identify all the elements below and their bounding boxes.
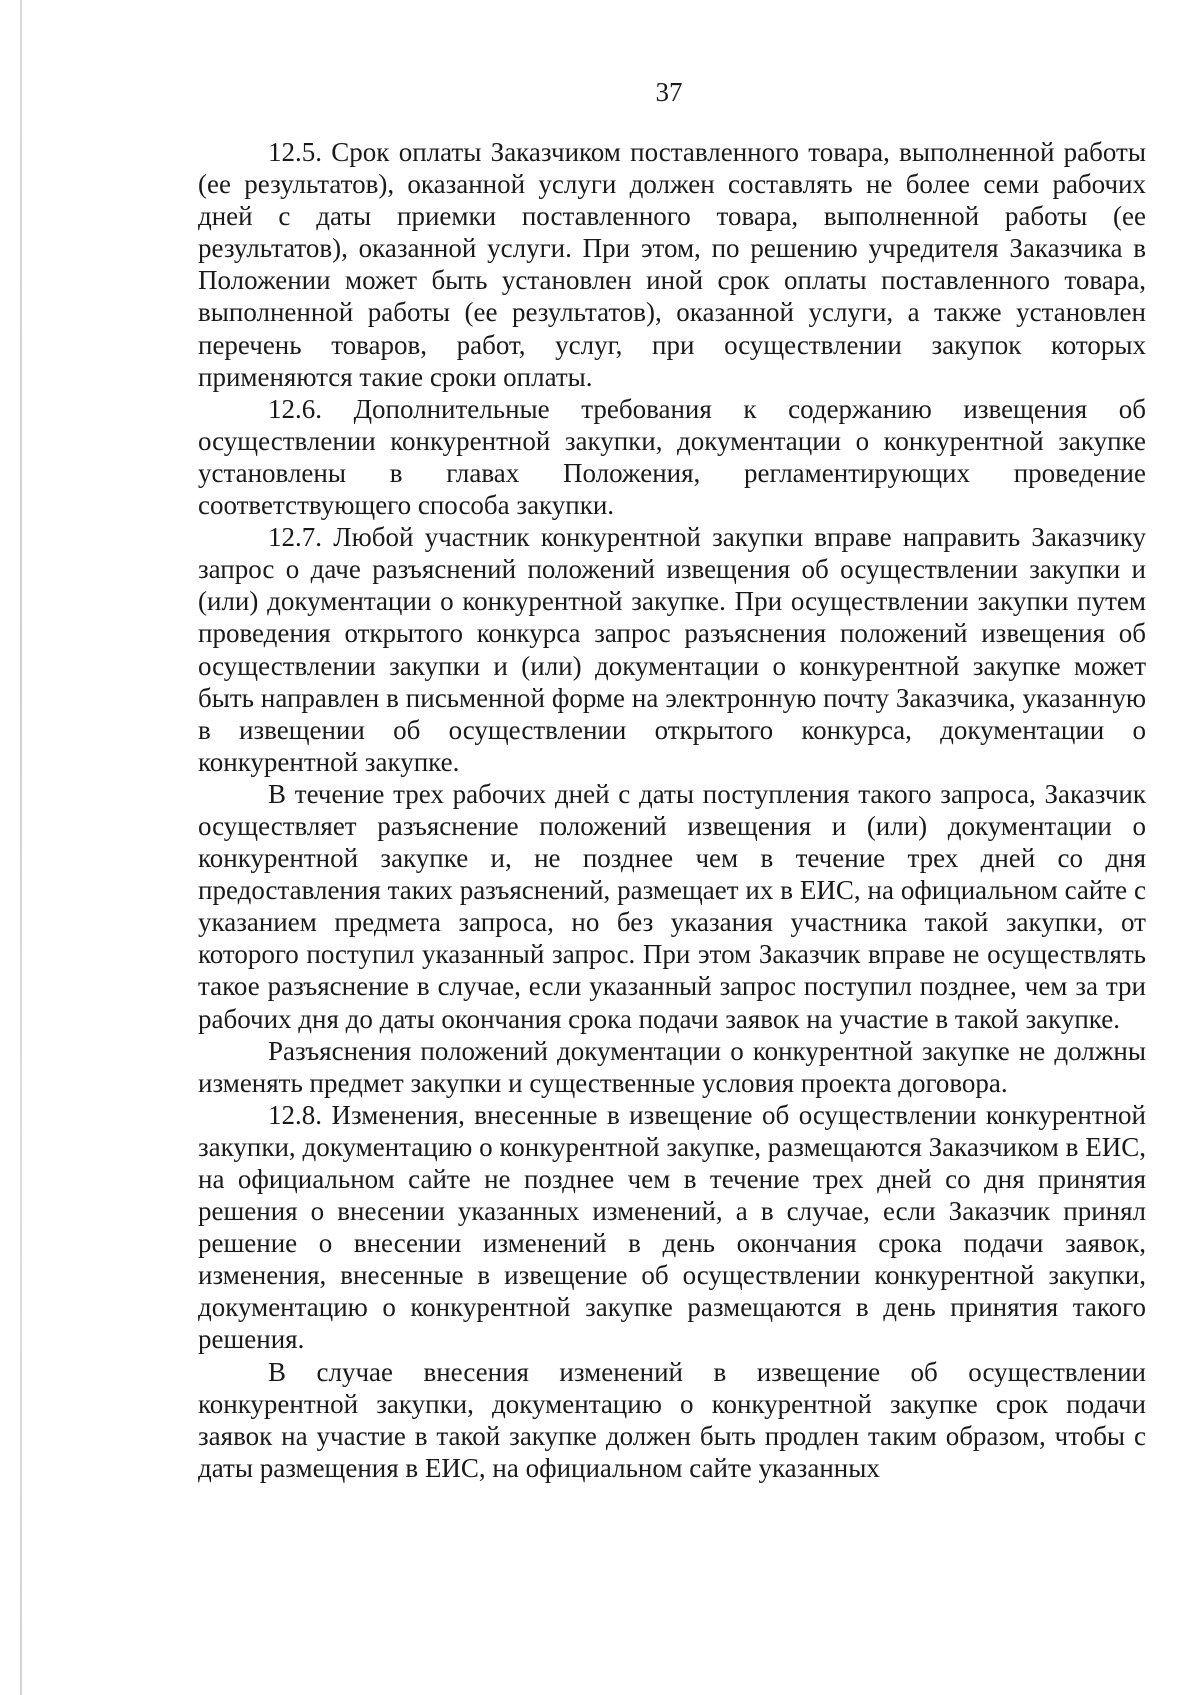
scan-edge-line bbox=[20, 0, 22, 1695]
paragraph-12-7: 12.7. Любой участник конкурентной закупки вправе направить Заказчику запрос о даче разъяснений положений извещения об осуществлении закупки и (или) документации о конкурентной закупке. При осуществлении закупки путем проведения открытого конкурса запрос разъяснения положений извещения об осуществлении закупки и (или) документации о конкурентной закупке может быть направлен в письменной форме на электронную почту Заказчика, указанную в извещении об осуществлении открытого конкурса, документации о конкурентной закупке. bbox=[198, 522, 1146, 777]
document-body bbox=[198, 136, 1146, 1484]
paragraph-12-5: 12.5. Срок оплаты Заказчиком поставленного товара, выполненной работы (ее результатов), оказанной услуги должен составлять не более семи рабочих дней с даты приемки поставленного товара, выполненной работы (ее результатов), оказанной услуги. При этом, по решению учредителя Заказчика в Положении может быть установлен иной срок оплаты поставленного товара, выполненной работы (ее результатов), оказанной услуги, а также установлен перечень товаров, работ, услуг, при осуществлении закупок которых применяются такие сроки оплаты. bbox=[198, 137, 1146, 392]
paragraph-12-7-clarification-limits: Разъяснения положений документации о конкурентной закупке не должны изменять предмет закупки и существенные условия проекта договора. bbox=[198, 1035, 1146, 1098]
page-number: 37 bbox=[655, 77, 683, 107]
paragraph-12-6: 12.6. Дополнительные требования к содержанию извещения об осуществлении конкурентной закупки, документации о конкурентной закупке установлены в главах Положения, регламентирующих проведение соответствующего способа закупки. bbox=[198, 393, 1146, 521]
paragraph-12-7-clarification-term: В течение трех рабочих дней с даты поступления такого запроса, Заказчик осуществляет разъяснение положений извещения и (или) документации о конкурентной закупке и, не позднее чем в течение трех дней со дня предоставления таких разъяснений, размещает их в ЕИС, на официальном сайте с указанием предмета запроса, но без указания участника такой закупки, от которого поступил указанный запрос. При этом Заказчик вправе не осуществлять такое разъяснение в случае, если указанный запрос поступил позднее, чем за три рабочих дня до даты окончания срока подачи заявок на участие в такой закупке. bbox=[198, 778, 1146, 1034]
paragraph-12-8: 12.8. Изменения, внесенные в извещение об осуществлении конкурентной закупки, документацию о конкурентной закупке, размещаются Заказчиком в ЕИС, на официальном сайте не позднее чем в течение трех дней со дня принятия решения о внесении указанных изменений, а в случае, если Заказчик принял решение о внесении изменений в день окончания срока подачи заявок, изменения, внесенные в извещение об осуществлении конкурентной закупки, документацию о конкурентной закупке размещаются в день принятия такого решения. bbox=[198, 1099, 1146, 1355]
paragraph-12-8-extension: В случае внесения изменений в извещение об осуществлении конкурентной закупки, документацию о конкурентной закупке срок подачи заявок на участие в такой закупке должен быть продлен таким образом, чтобы с даты размещения в ЕИС, на официальном сайте указанных bbox=[198, 1356, 1146, 1483]
